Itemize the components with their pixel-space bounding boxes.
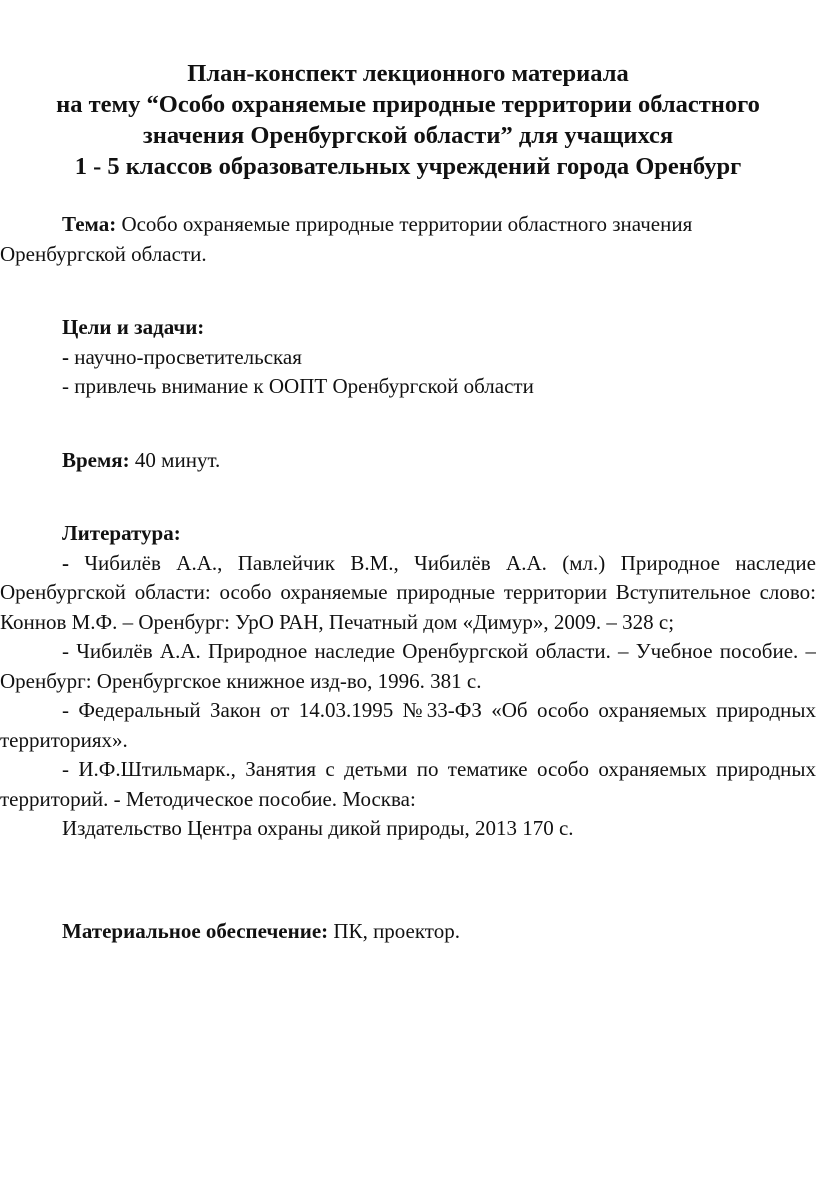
document-body bbox=[0, 210, 816, 947]
goals-item-1-dash: - bbox=[62, 344, 69, 369]
literature-item-3 bbox=[0, 696, 816, 755]
materials-label: Материальное обеспечение: bbox=[62, 919, 329, 943]
goals-item-2 bbox=[0, 372, 816, 402]
literature-item-2-text: - Чибилёв А.А. Природное наследие Оренбургской области. – Учебное пособие. – Оренбург: Оренбургское книжное изд-во, 1996. 381 с. bbox=[0, 639, 816, 693]
materials-line bbox=[0, 917, 816, 947]
materials-text: ПК, проектор. bbox=[333, 919, 460, 943]
time-label: Время: bbox=[62, 447, 130, 472]
literature-item-4 bbox=[0, 755, 816, 814]
title-line-2: на тему “Особо охраняемые природные территории областного bbox=[56, 91, 760, 118]
literature-item-4-continuation bbox=[0, 814, 816, 844]
literature-item-1-dash: - bbox=[62, 550, 69, 575]
title-line-4: 1 - 5 классов образовательных учреждений города Оренбург bbox=[74, 153, 742, 180]
literature-label: Литература: bbox=[62, 521, 181, 545]
goals-label: Цели и задачи: bbox=[62, 315, 205, 339]
goals-item-2-text: - привлечь внимание к ООПТ Оренбургской области bbox=[62, 374, 534, 398]
title-line-1: План-конспект лекционного материала bbox=[187, 60, 629, 87]
time-text: 40 минут. bbox=[134, 447, 221, 472]
topic-label: Тема: bbox=[62, 212, 117, 236]
literature-item-2 bbox=[0, 637, 816, 696]
literature-item-3-text: - Федеральный Закон от 14.03.1995 №33-ФЗ «Об особо охраняемых природных территориях». bbox=[0, 698, 816, 752]
topic-paragraph bbox=[0, 210, 816, 269]
goals-item-1 bbox=[0, 343, 816, 373]
goals-heading bbox=[0, 313, 816, 343]
literature-item-4-text: - И.Ф.Штильмарк., Занятия с детьми по тематике особо охраняемых природных территорий. - Методическое пособие. Москва: bbox=[0, 757, 816, 811]
literature-item-1-text: Чибилёв А.А., Павлейчик В.М., Чибилёв А.А. (мл.) Природное наследие Оренбургской области: особо охраняемые природные территории Вступительное слово: Коннов М.Ф. – Оренбург: УрО РАН, Печатный дом «Димур», 2009. – 328 с; bbox=[0, 550, 816, 634]
topic-text: Особо охраняемые природные территории областного значения Оренбургской области. bbox=[0, 212, 693, 266]
time-line bbox=[0, 446, 816, 476]
title-line-3: значения Оренбургской области” для учащихся bbox=[142, 122, 674, 149]
literature-continuation-text: Издательство Центра охраны дикой природы, 2013 170 с. bbox=[62, 816, 574, 840]
goals-item-1-text: научно-просветительская bbox=[74, 344, 302, 369]
document-title bbox=[0, 58, 816, 182]
literature-item-1 bbox=[0, 549, 816, 638]
literature-heading bbox=[0, 519, 816, 549]
